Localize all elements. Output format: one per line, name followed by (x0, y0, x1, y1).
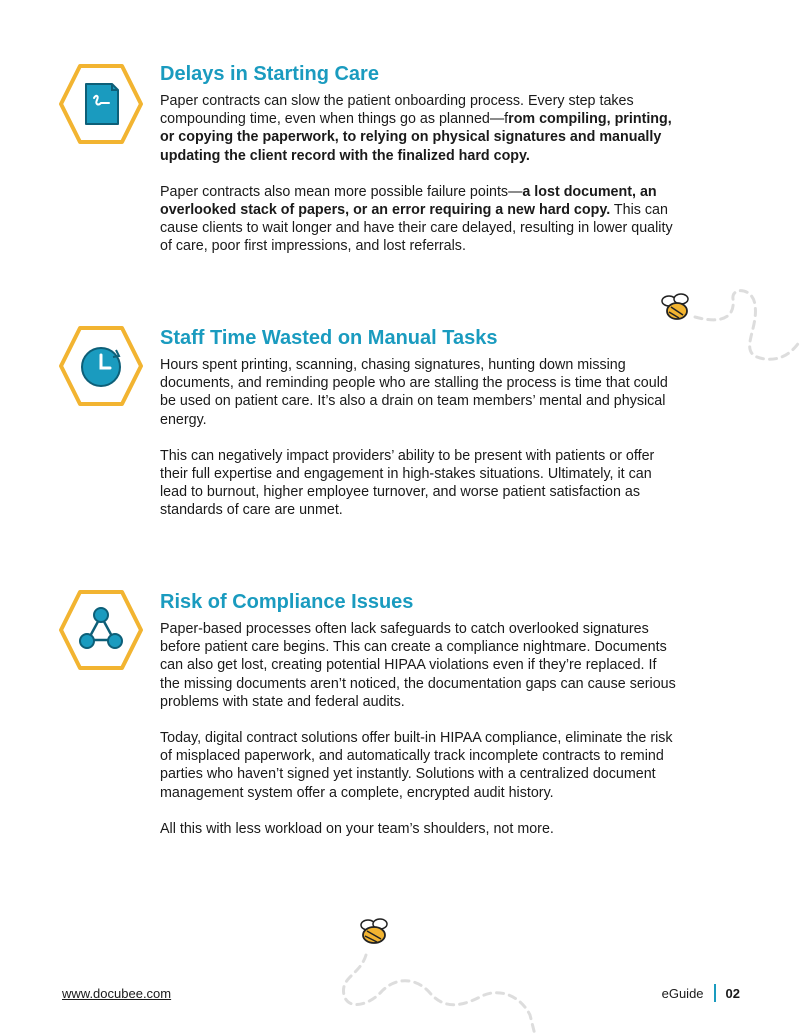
signature-document-icon (58, 62, 144, 146)
body-text: Paper contracts can slow the patient onboarding process. Every step takes compounding time, even when things go as planned—f (160, 93, 634, 128)
bee-icon (361, 919, 387, 943)
bee-trail-decoration (330, 915, 550, 1035)
footer-url[interactable]: www.docubee.com (62, 986, 172, 1001)
body-text: This can negatively impact providers’ ability to be present with patients or offer their full expertise and engagement in high-stakes situations. Ultimately, it can lead to burnout, higher employee turnover, and worse patient satisfaction as standards of care are unmet. (160, 447, 655, 519)
section-paragraph (160, 92, 680, 165)
body-text: Paper contracts also mean more possible failure points— (160, 183, 523, 200)
footer-divider (714, 984, 716, 1002)
body-text: This can cause clients to wait longer and have their care delayed, resulting in lower quality of care, poor first impressions, and lost referrals. (160, 202, 673, 255)
network-nodes-icon (58, 588, 144, 672)
emphasis-text: a lost document, an overlooked stack of papers, or an error requiring a new hard copy. (160, 183, 657, 219)
section-title: Staff Time Wasted on Manual Tasks (160, 327, 498, 349)
section-paragraph (160, 447, 680, 520)
section-paragraph (160, 729, 680, 802)
body-text: All this with less workload on your team’s shoulders, not more. (160, 820, 554, 837)
section-paragraph (160, 356, 680, 429)
section-paragraph (160, 183, 680, 256)
bee-icon (662, 294, 688, 319)
footer-page-info (662, 984, 740, 1002)
body-text: Today, digital contract solutions offer built-in HIPAA compliance, eliminate the risk of misplaced paperwork, and automatically track incomplete contracts to remind parties who haven’t signed yet instantly. Solutions with a centralized document management system offer a complete, encrypted audit history. (160, 730, 673, 801)
footer-label: eGuide (661, 985, 704, 1001)
page-number: 02 (725, 985, 740, 1001)
section-paragraph (160, 820, 680, 838)
section-paragraph (160, 620, 680, 711)
clock-icon (58, 324, 144, 408)
emphasis-text: rom compiling, printing, or copying the paperwork, to relying on physical signatures and manually updating the client record with the finalized hard copy. (160, 111, 672, 164)
section-title: Risk of Compliance Issues (160, 591, 414, 613)
bee-trail-decoration (655, 285, 800, 375)
section-title: Delays in Starting Care (160, 63, 379, 85)
body-text: Paper-based processes often lack safeguards to catch overlooked signatures before patient care begins. This can create a compliance nightmare. Documents can also get lost, creating potential HIPAA violations even if they’re replaced. If the missing documents aren’t noticed, the documentation gaps can cause serious problems with state and federal audits. (160, 621, 676, 710)
body-text: Hours spent printing, scanning, chasing signatures, hunting down missing documents, and reminding people who are stalling the process is time that could be used on patient care. It’s also a drain on team members’ mental and physical energy. (160, 357, 668, 428)
